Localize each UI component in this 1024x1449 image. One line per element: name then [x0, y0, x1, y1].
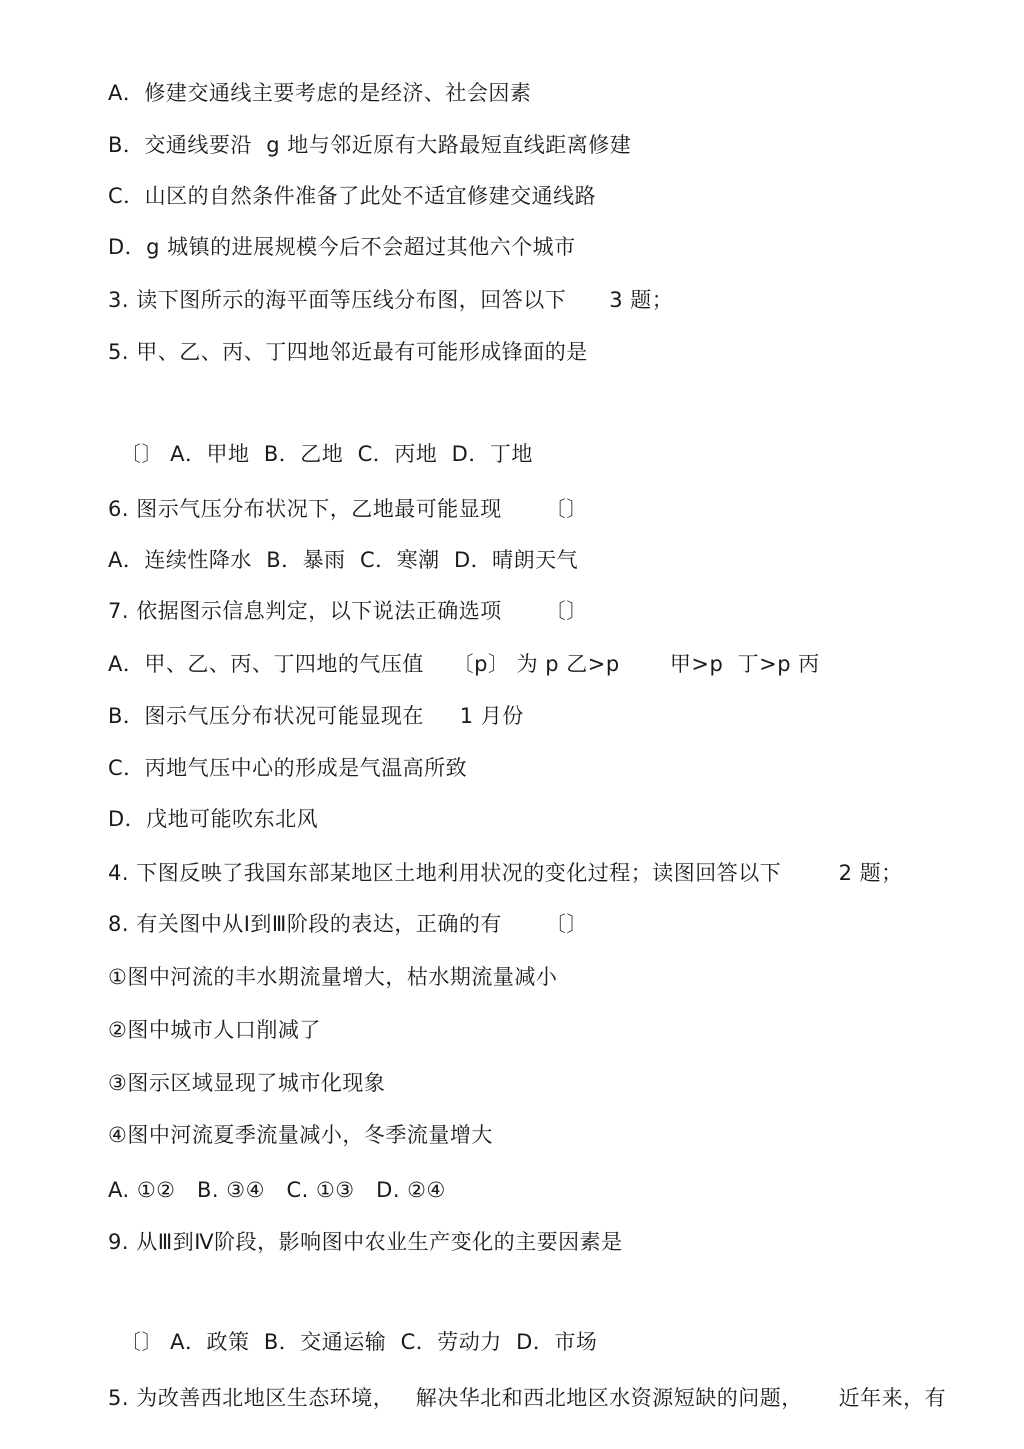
section-4-intro: 4. 下图反映了我国东部某地区土地利用状况的变化过程；读图回答以下 2 题； [108, 861, 903, 885]
q9-options: 〔〕 A．政策 B．交通运输 C．劳动力 D．市场 [120, 1330, 598, 1354]
section-3-intro: 3. 读下图所示的海平面等压线分布图，回答以下 3 题； [108, 288, 674, 312]
q8-stem: 8. 有关图中从Ⅰ到Ⅲ阶段的表达，正确的有 〔〕 [108, 912, 588, 936]
q7-stem: 7. 依据图示信息判定，以下说法正确选项 〔〕 [108, 599, 588, 623]
q8-statement-3: ③图示区域显现了城市化现象 [108, 1071, 386, 1095]
q6-options: A．连续性降水 B．暴雨 C．寒潮 D．晴朗天气 [108, 548, 579, 572]
q2-option-d: D．g 城镇的进展规模今后不会超过其他六个城市 [108, 235, 576, 259]
q2-option-a: A．修建交通线主要考虑的是经济、社会因素 [108, 81, 532, 105]
q5-options: 〔〕 A．甲地 B．乙地 C．丙地 D．丁地 [120, 442, 533, 466]
q7-option-d: D．戊地可能吹东北风 [108, 807, 319, 831]
q7-option-c: C．丙地气压中心的形成是气温高所致 [108, 756, 468, 780]
q2-option-c: C．山区的自然条件准备了此处不适宜修建交通线路 [108, 184, 597, 208]
q8-statement-4: ④图中河流夏季流量减小，冬季流量增大 [108, 1123, 493, 1147]
q8-options: A. ①② B. ③④ C. ①③ D. ②④ [108, 1178, 446, 1202]
q7-option-a: A．甲、乙、丙、丁四地的气压值 〔p〕 为 p 乙>p 甲>p 丁>p 丙 [108, 652, 820, 676]
q9-stem: 9. 从Ⅲ到Ⅳ阶段，影响图中农业生产变化的主要因素是 [108, 1230, 623, 1254]
q7-option-b: B．图示气压分布状况可能显现在 1 月份 [108, 704, 524, 728]
q5-stem: 5. 甲、乙、丙、丁四地邻近最有可能形成锋面的是 [108, 340, 588, 364]
q8-statement-2: ②图中城市人口削减了 [108, 1018, 321, 1042]
q8-statement-1: ①图中河流的丰水期流量增大，枯水期流量减小 [108, 965, 558, 989]
q6-stem: 6. 图示气压分布状况下，乙地最可能显现 〔〕 [108, 497, 588, 521]
section-5-intro: 5. 为改善西北地区生态环境， 解决华北和西北地区水资源短缺的问题， 近年来，有 [108, 1386, 947, 1410]
q2-option-b: B．交通线要沿 g 地与邻近原有大路最短直线距离修建 [108, 133, 632, 157]
